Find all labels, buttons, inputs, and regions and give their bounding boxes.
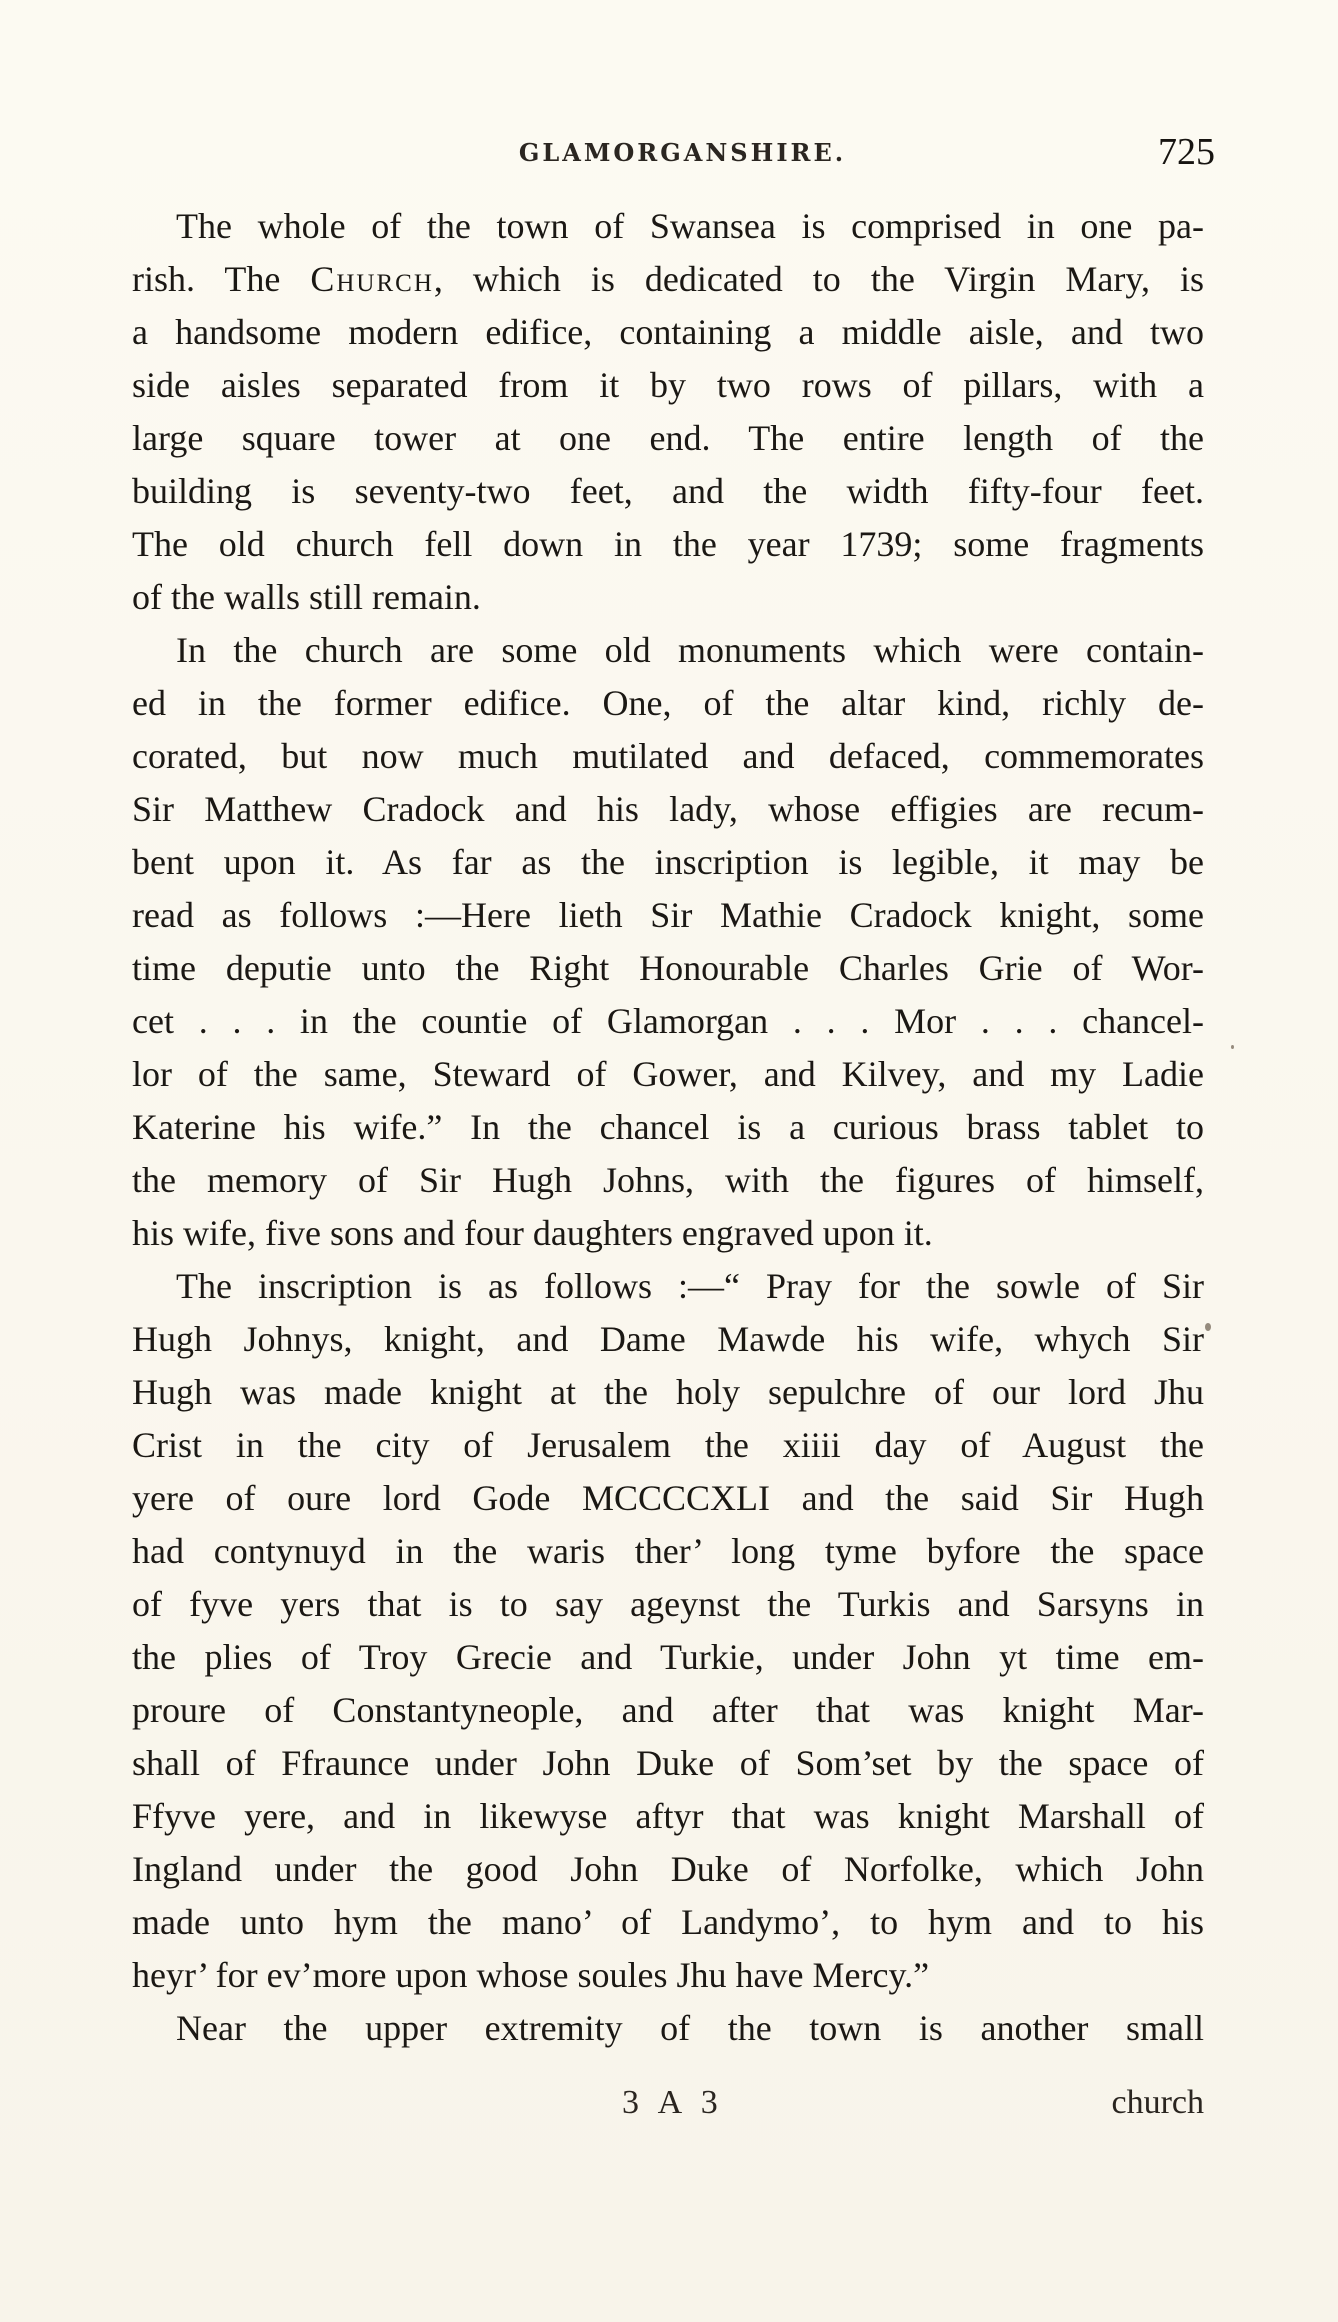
paper-speck bbox=[1231, 1045, 1234, 1049]
small-caps-word: Church bbox=[310, 259, 434, 299]
running-head bbox=[0, 130, 1338, 186]
body-text bbox=[132, 200, 1204, 2055]
text-line: side aisles separated from it by two rows of pillars, with a bbox=[132, 365, 1204, 405]
paragraph-3 bbox=[132, 1260, 1204, 2002]
text-line: yere of oure lord Gode MCCCCXLI and the said Sir Hugh bbox=[132, 1478, 1204, 1518]
paper-speck bbox=[1205, 1323, 1211, 1331]
text-line: Hugh Johnys, knight, and Dame Mawde his wife, whych Sir bbox=[132, 1319, 1204, 1359]
text-line: rish. The Church, which is dedicated to the Virgin Mary, is bbox=[132, 259, 1204, 299]
catchword: church bbox=[1111, 2084, 1204, 2121]
text-line: Hugh was made knight at the holy sepulchre of our lord Jhu bbox=[132, 1372, 1204, 1412]
text-line: lor of the same, Steward of Gower, and Kilvey, and my Ladie bbox=[132, 1054, 1204, 1094]
text-line: of the walls still remain. bbox=[132, 577, 481, 617]
text-line: corated, but now much mutilated and defaced, commemorates bbox=[132, 736, 1204, 776]
text-line: ed in the former edifice. One, of the altar kind, richly de- bbox=[132, 683, 1204, 723]
text-line: Ingland under the good John Duke of Norfolke, which John bbox=[132, 1849, 1204, 1889]
page-footer bbox=[132, 2084, 1204, 2138]
text-line: cet . . . in the countie of Glamorgan . . . Mor . . . chancel- bbox=[132, 1001, 1204, 1041]
running-title: GLAMORGANSHIRE. bbox=[518, 138, 847, 167]
text-line: time deputie unto the Right Honourable Charles Grie of Wor- bbox=[132, 948, 1204, 988]
text-line: Sir Matthew Cradock and his lady, whose effigies are recum- bbox=[132, 789, 1204, 829]
text-line: bent upon it. As far as the inscription is legible, it may be bbox=[132, 842, 1204, 882]
text-line: Near the upper extremity of the town is another small bbox=[176, 2008, 1204, 2048]
text-line: Crist in the city of Jerusalem the xiiii day of August the bbox=[132, 1425, 1204, 1465]
text-line: In the church are some old monuments which were contain- bbox=[176, 630, 1204, 670]
text-line: a handsome modern edifice, containing a middle aisle, and two bbox=[132, 312, 1204, 352]
page-number: 725 bbox=[1158, 131, 1215, 173]
text-line: large square tower at one end. The entire length of the bbox=[132, 418, 1204, 458]
text-line: read as follows :—Here lieth Sir Mathie Cradock knight, some bbox=[132, 895, 1204, 935]
text-line: of fyve yers that is to say ageynst the Turkis and Sarsyns in bbox=[132, 1584, 1204, 1624]
text-line: proure of Constantyneople, and after that was knight Mar- bbox=[132, 1690, 1204, 1730]
paragraph-4 bbox=[132, 2002, 1204, 2055]
text-line: the memory of Sir Hugh Johns, with the figures of himself, bbox=[132, 1160, 1204, 1200]
signature-mark: 3 A 3 bbox=[622, 2084, 724, 2121]
text-line: Katerine his wife.” In the chancel is a curious brass tablet to bbox=[132, 1107, 1204, 1147]
text-line: shall of Ffraunce under John Duke of Som’set by the space of bbox=[132, 1743, 1204, 1783]
text-line: Ffyve yere, and in likewyse aftyr that was knight Marshall of bbox=[132, 1796, 1204, 1836]
text-line: made unto hym the mano’ of Landymo’, to hym and to his bbox=[132, 1902, 1204, 1942]
text-line: the plies of Troy Grecie and Turkie, under John yt time em- bbox=[132, 1637, 1204, 1677]
text-line: The whole of the town of Swansea is comprised in one pa- bbox=[176, 206, 1204, 246]
text-line: building is seventy-two feet, and the width fifty-four feet. bbox=[132, 471, 1204, 511]
text-line: heyr’ for ev’more upon whose soules Jhu have Mercy.” bbox=[132, 1955, 930, 1995]
text-line: The old church fell down in the year 1739; some fragments bbox=[132, 524, 1204, 564]
text-line: had contynuyd in the waris ther’ long tyme byfore the space bbox=[132, 1531, 1204, 1571]
text-line: The inscription is as follows :—“ Pray for the sowle of Sir bbox=[176, 1266, 1204, 1306]
paragraph-1 bbox=[132, 200, 1204, 624]
paragraph-2 bbox=[132, 624, 1204, 1260]
text-line: his wife, five sons and four daughters engraved upon it. bbox=[132, 1213, 933, 1253]
